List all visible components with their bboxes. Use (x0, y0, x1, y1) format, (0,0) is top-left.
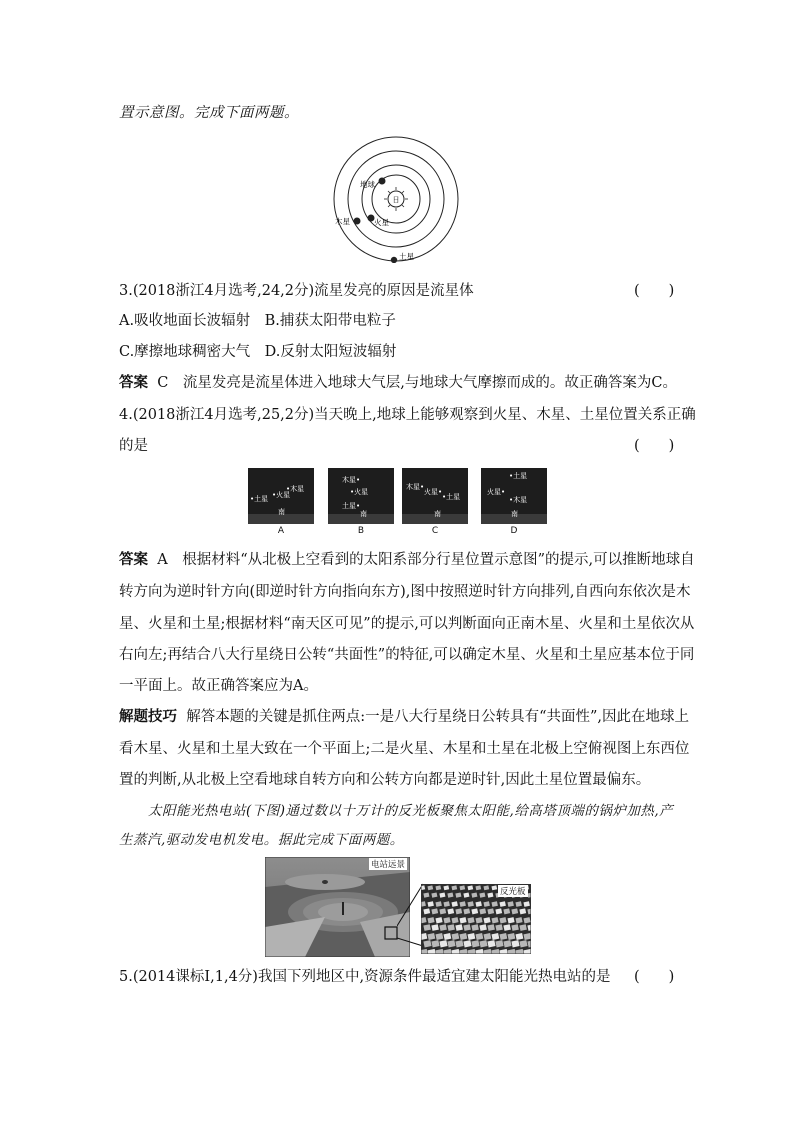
panel-c-planet1: 木星• (406, 483, 425, 491)
sky-panel-a (248, 468, 314, 524)
q3-stem: 3.(2018浙江4月选考,24,2分)流星发亮的原因是流星体 (119, 283, 474, 299)
q4-answer-paren: ( ) (634, 438, 675, 454)
earth-marker (379, 178, 386, 185)
sky-panel-c (402, 468, 468, 524)
q3-answer-text: C 流星发亮是流星体进入地球大气层,与地球大气摩擦而成的。故正确答案为C。 (157, 375, 678, 391)
q4-answer-line3: 星、火星和土星;根据材料“南天区可见”的提示,可以判断面向正南木星、火星和土星依次从 (119, 616, 695, 632)
q3-options-line1: A.吸收地面长波辐射 B.捕获太阳带电粒子 (119, 313, 396, 329)
panel-d-planet2: 火星• (487, 488, 506, 496)
power-station-photo-label: 电站远景 (371, 860, 406, 870)
saturn-marker (391, 257, 397, 263)
panel-d-letter: D (510, 526, 518, 536)
q4-answer-line1 (119, 550, 695, 570)
panel-b-planet3: 土星• (342, 502, 361, 510)
q4-tip-line3: 置的判断,从北极上空看地球自转方向和公转方向都是逆时针,因此土星位置最偏东。 (119, 772, 651, 788)
q3-answer-paren: ( ) (634, 283, 675, 299)
q5-stem: 5.(2014课标Ⅰ,1,4分)我国下列地区中,资源条件最适宜建太阳能光热电站的是 (119, 969, 611, 985)
reflector-photo-label: 反光板 (500, 887, 526, 897)
panel-a-letter: A (277, 526, 285, 536)
q4-tip-line1 (119, 707, 689, 727)
saturn-label: 土星 (399, 252, 414, 261)
sky-panel-d (481, 468, 547, 524)
panel-b-south: 南 (360, 510, 367, 518)
panel-b-planet1: 木星• (342, 476, 361, 484)
panel-d-planet3: •木星 (509, 496, 528, 504)
q3-options-line2: C.摩擦地球稠密大气 D.反射太阳短波辐射 (119, 344, 397, 360)
intro-line: 置示意图。完成下面两题。 (119, 105, 299, 121)
jupiter-label: 木星 (335, 217, 350, 226)
q4-answer-text-1: A 根据材料“从北极上空看到的太阳系部分行星位置示意图”的提示,可以推断地球自 (157, 552, 695, 568)
panel-c-south: 南 (434, 510, 441, 518)
q5-answer-paren: ( ) (634, 969, 675, 985)
q3-answer-label: 答案 (119, 374, 148, 391)
q4-stem-line1: 4.(2018浙江4月选考,25,2分)当天晚上,地球上能够观察到火星、木星、土星位置关系正确 (119, 407, 696, 423)
q4-answer-line5: 一平面上。故正确答案应为A。 (119, 678, 318, 694)
earth-label: 地球 (360, 180, 375, 189)
panel-c-planet2: 火星• (424, 488, 443, 496)
sun-label: 日 (392, 196, 400, 204)
q4-answer-line4: 右向左;再结合八大行星绕日公转“共面性”的特征,可以确定木星、火星和土星应基本位于同 (119, 647, 695, 663)
panel-d-south: 南 (511, 510, 518, 518)
q4-tip-label: 解题技巧 (119, 708, 177, 725)
panel-a-south: 南 (278, 508, 285, 516)
panel-a-planet1: •木星 (286, 485, 305, 493)
jupiter-marker (354, 218, 361, 225)
q4-tip-line2: 看木星、火星和土星大致在一个平面上;二是火星、木星和土星在北极上空俯视图上东西位 (119, 741, 690, 757)
q4-answer-label: 答案 (119, 551, 148, 568)
solar-intro-line2: 生蒸汽,驱动发电机发电。据此完成下面两题。 (119, 832, 404, 848)
orbit-diagram (330, 133, 470, 263)
solar-intro-line1: 太阳能光热电站(下图)通过数以十万计的反光板聚焦太阳能,给高塔顶端的锅炉加热,产 (148, 803, 674, 819)
panel-c-planet3: •土星 (442, 493, 461, 501)
q4-answer-line2: 转方向为逆时针方向(即逆时针方向指向东方),图中按照逆时针方向排列,自西向东依次是木 (119, 584, 691, 600)
sky-panel-b (328, 468, 394, 524)
q4-stem-line2: 的是 (119, 438, 148, 454)
power-station-photo (265, 857, 410, 957)
panel-a-planet2: •火星 (272, 491, 291, 499)
panel-d-planet1: •土星 (509, 472, 528, 480)
panel-c-letter: C (431, 526, 439, 536)
panel-b-letter: B (357, 526, 365, 536)
q3-answer (119, 373, 677, 393)
panel-b-planet2: •火星 (350, 488, 369, 496)
panel-a-planet3: •土星 (250, 495, 269, 503)
mars-label: 火星 (374, 218, 389, 227)
q4-tip-text-1: 解答本题的关键是抓住两点:一是八大行星绕日公转具有“共面性”,因此在地球上 (186, 709, 690, 725)
